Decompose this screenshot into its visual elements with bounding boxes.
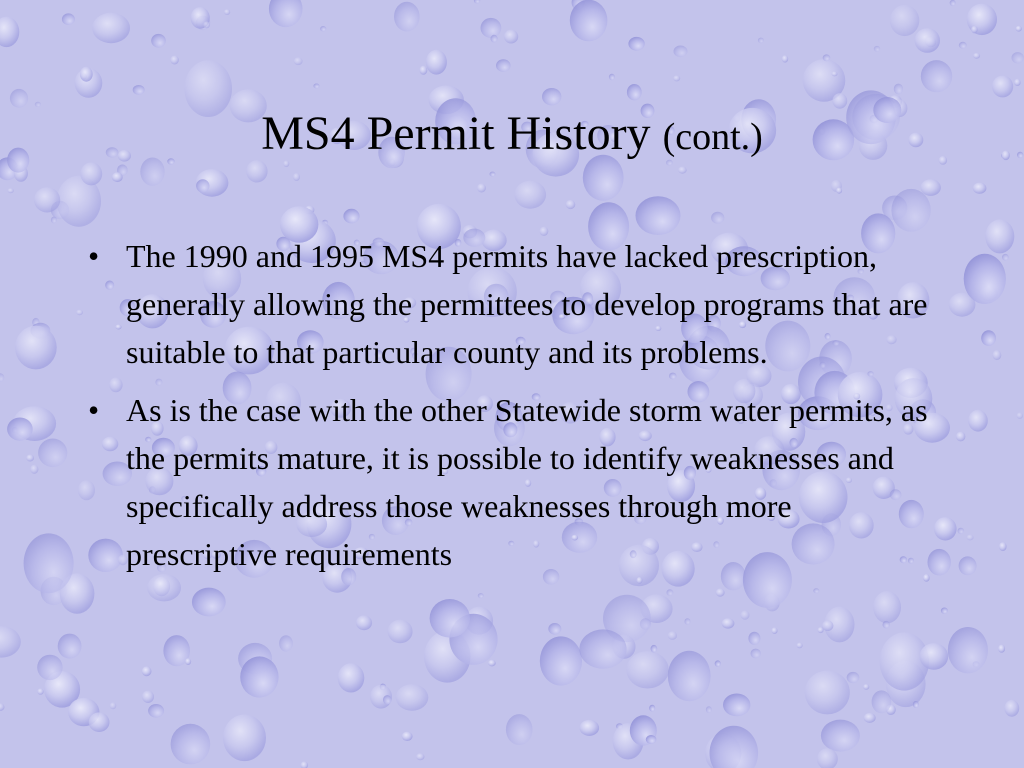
water-droplet [293, 173, 300, 181]
water-droplet [782, 55, 788, 62]
water-droplet [426, 50, 447, 75]
water-droplet [667, 589, 674, 596]
water-droplet [993, 350, 1002, 360]
water-droplet [26, 455, 34, 462]
water-droplet [490, 172, 496, 177]
water-droplet [185, 658, 191, 665]
slide-title [0, 104, 1024, 167]
water-droplet [751, 649, 761, 659]
water-droplet [112, 172, 123, 182]
water-droplet [981, 330, 996, 346]
water-droplet [279, 635, 293, 651]
water-droplet [968, 410, 988, 432]
water-droplet [964, 254, 1006, 304]
water-droplet [921, 179, 941, 196]
water-droplet [224, 9, 230, 15]
water-droplet [626, 651, 668, 688]
water-droplet [92, 13, 130, 43]
water-droplet [8, 188, 14, 193]
water-droplet [34, 187, 60, 212]
water-droplet [151, 34, 166, 48]
water-droplet [481, 18, 502, 38]
water-droplet [7, 418, 33, 441]
water-droplet [873, 591, 901, 623]
water-droplet [646, 735, 657, 744]
water-droplet [540, 636, 582, 685]
water-droplet [758, 38, 764, 44]
water-droplet [649, 705, 655, 712]
water-droplet [343, 209, 359, 224]
water-droplet [958, 528, 965, 534]
water-droplet [805, 671, 850, 715]
water-droplet [894, 84, 903, 95]
water-droplet [716, 589, 725, 597]
water-droplet [863, 684, 869, 690]
water-droplet [478, 593, 484, 598]
water-droplet [715, 660, 721, 666]
title-suffix: (cont.) [662, 116, 763, 158]
water-droplet [142, 666, 152, 676]
water-droplet [771, 627, 777, 634]
water-droplet [416, 753, 424, 760]
water-droplet [76, 310, 83, 316]
water-droplet [496, 59, 511, 72]
water-droplet [959, 556, 977, 575]
water-droplet [967, 535, 974, 541]
bullet-item [86, 232, 946, 376]
water-droplet [915, 28, 940, 53]
bullet-item [86, 386, 946, 578]
water-droplet [338, 663, 365, 692]
water-droplet [37, 688, 43, 694]
water-droplet [488, 660, 496, 667]
water-droplet [203, 22, 210, 29]
water-droplet [823, 54, 831, 61]
water-droplet [678, 167, 687, 174]
water-droplet [542, 88, 561, 105]
water-droplet [170, 56, 179, 65]
water-droplet [722, 618, 735, 628]
water-droplet [396, 684, 429, 710]
water-droplet [313, 84, 319, 89]
water-droplet [1012, 52, 1024, 63]
water-droplet [741, 611, 750, 620]
water-droplet [874, 46, 880, 52]
water-droplet [223, 715, 266, 762]
water-droplet [80, 67, 93, 82]
water-droplet [420, 66, 428, 75]
water-droplet [38, 439, 67, 468]
water-droplet [872, 690, 892, 713]
bullet-text: As is the case with the other Statewide storm water permits, as the permits mature, it is possible to identify weaknesses and specifically address those weaknesses through more prescriptive requirements [126, 392, 928, 572]
water-droplet [356, 615, 372, 630]
water-droplet [171, 724, 211, 765]
water-droplet [847, 672, 860, 683]
water-droplet [30, 465, 38, 474]
water-droplet [320, 26, 326, 32]
water-droplet [748, 632, 760, 645]
water-droplet [515, 181, 547, 209]
water-droplet [506, 714, 533, 745]
water-droplet [388, 620, 413, 644]
water-droplet [383, 695, 392, 704]
water-droplet [580, 720, 600, 736]
bullet-text: The 1990 and 1995 MS4 permits have lacked prescription, generally allowing the permittees to develop programs that are suitable to that particular county and its problems. [126, 238, 928, 370]
water-droplet [477, 184, 486, 193]
water-droplet [491, 35, 498, 43]
water-droplet [133, 85, 145, 95]
water-droplet [651, 645, 658, 653]
water-droplet [948, 627, 988, 673]
water-droplet [1014, 79, 1021, 86]
water-droplet [836, 188, 842, 194]
water-droplet [192, 588, 226, 617]
water-droplet [864, 713, 876, 723]
water-droplet [430, 599, 470, 638]
water-droplet [674, 46, 688, 58]
water-droplet [668, 651, 711, 701]
water-droplet [294, 57, 303, 65]
water-droplet [706, 706, 712, 713]
water-droplet [985, 219, 1014, 253]
water-droplet [685, 618, 691, 625]
water-droplet [62, 13, 75, 25]
water-droplet [15, 326, 57, 370]
bullet-list [86, 232, 946, 588]
water-droplet [883, 621, 890, 629]
water-droplet [58, 634, 82, 659]
water-droplet [913, 701, 919, 708]
water-droplet [832, 71, 838, 76]
water-droplet [504, 30, 518, 44]
water-droplet [973, 183, 987, 194]
water-droplet [24, 533, 74, 593]
water-droplet [999, 542, 1007, 551]
water-droplet [973, 53, 980, 59]
water-droplet [822, 620, 833, 631]
water-droplet [813, 588, 819, 593]
water-droplet [628, 37, 644, 51]
water-droplet [566, 200, 576, 209]
water-droplet [1016, 26, 1022, 32]
bullet-marker: • [88, 392, 100, 428]
water-droplet [37, 655, 62, 680]
water-droplet [797, 643, 803, 649]
water-droplet [821, 720, 860, 752]
title-main: MS4 Permit History [261, 107, 651, 160]
water-droplet [673, 75, 680, 81]
water-droplet [110, 702, 117, 709]
water-droplet [89, 712, 110, 732]
water-droplet [548, 623, 561, 635]
bullet-marker: • [88, 238, 100, 274]
water-droplet [890, 5, 919, 36]
water-droplet [570, 0, 608, 41]
water-droplet [971, 26, 978, 33]
water-droplet [723, 694, 750, 717]
water-droplet [668, 631, 677, 640]
water-droplet [636, 196, 681, 235]
water-droplet [240, 656, 278, 697]
water-droplet [921, 60, 952, 92]
water-droplet [609, 74, 615, 80]
water-droplet [579, 629, 626, 668]
water-droplet [959, 42, 967, 49]
water-droplet [148, 704, 164, 718]
water-droplet [402, 732, 413, 741]
water-droplet [992, 76, 1013, 98]
water-droplet [1002, 254, 1009, 261]
water-droplet [51, 217, 57, 224]
water-droplet [394, 2, 420, 32]
water-droplet [142, 691, 154, 703]
water-droplet [891, 189, 930, 232]
water-droplet [196, 179, 209, 192]
water-droplet [1004, 700, 1019, 717]
water-droplet [998, 645, 1005, 653]
water-droplet [941, 608, 948, 614]
water-droplet [920, 643, 949, 670]
water-droplet [956, 432, 965, 442]
water-droplet [711, 212, 724, 224]
water-droplet [950, 0, 956, 6]
water-droplet [1017, 413, 1023, 419]
water-droplet [627, 84, 642, 100]
